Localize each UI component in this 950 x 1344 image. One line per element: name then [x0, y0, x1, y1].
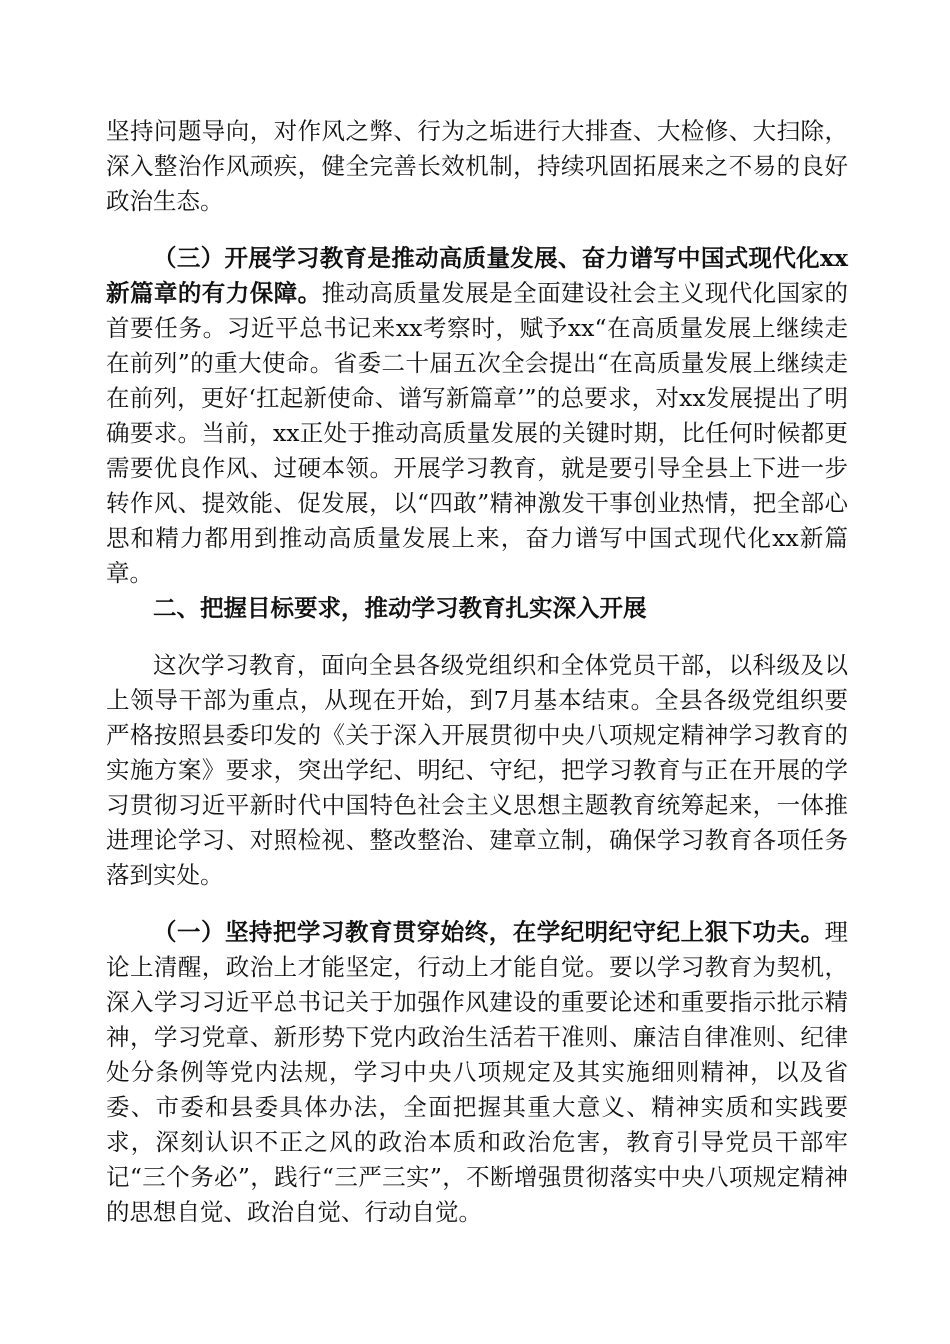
- paragraph-text: 坚持问题导向，对作风之弊、行为之垢进行大排查、大检修、大扫除，深入整治作风顽疾，健全完善长效机制，持续巩固拓展来之不易的良好政治生态。: [106, 117, 848, 215]
- document-body: [106, 114, 848, 1230]
- paragraph-text: 这次学习教育，面向全县各级党组织和全体党员干部，以科级及以上领导干部为重点，从现在开始，到7月基本结束。全县各级党组织要严格按照县委印发的《关于深入开展贯彻中央八项规定精神学习教育的实施方案》要求，突出学纪、明纪、守纪，把学习教育与正在开展的学习贯彻习近平新时代中国特色社会主义思想主题教育统筹起来，一体推进理论学习、对照检视、整改整治、建章立制，确保学习教育各项任务落到实处。: [106, 651, 848, 889]
- section-three-lead: （三）开展学习教育是推动高质量发展、奋力谱写中国式现代化xx新篇章的有力保障。: [106, 244, 848, 307]
- subsection-one-lead: （一）坚持把学习教育贯穿始终，在学纪明纪守纪上狠下功夫。: [153, 918, 825, 946]
- paragraph-text: 推动高质量发展是全面建设社会主义现代化国家的首要任务。习近平总书记来xx考察时，赋予xx“在高质量发展上继续走在前列”的重大使命。省委二十届五次全会提出“在高质量发展上继续走在前列，更好‘扛起新使命、谱写新篇章’”的总要求，对xx发展提出了明确要求。当前，xx正处于推动高质量发展的关键时期，比任何时候都更需要优良作风、过硬本领。开展学习教育，就是要引导全县上下进一步转作风、提效能、促发展，以“四敢”精神激发干事创业热情，把全部心思和精力都用到推动高质量发展上来，奋力谱写中国式现代化xx新篇章。: [106, 279, 849, 587]
- section-heading-two: 二、把握目标要求，推动学习教育扎实深入开展: [153, 594, 647, 622]
- paragraph-subsection-one: [106, 915, 848, 1230]
- paragraph-goals: [106, 648, 848, 893]
- paragraph-continuation: [106, 114, 848, 219]
- paragraph-section-three: [106, 241, 848, 591]
- paragraph-text: 理论上清醒，政治上才能坚定，行动上才能自觉。要以学习教育为契机，深入学习习近平总书记关于加强作风建设的重要论述和重要指示批示精神，学习党章、新形势下党内政治生活若干准则、廉洁自律准则、纪律处分条例等党内法规，学习中央八项规定及其实施细则精神，以及省委、市委和县委具体办法，全面把握其重大意义、精神实质和实践要求，深刻认识不正之风的政治本质和政治危害，教育引导党员干部牢记“三个务必”，践行“三严三实”，不断增强贯彻落实中央八项规定精神的思想自觉、政治自觉、行动自觉。: [106, 918, 848, 1226]
